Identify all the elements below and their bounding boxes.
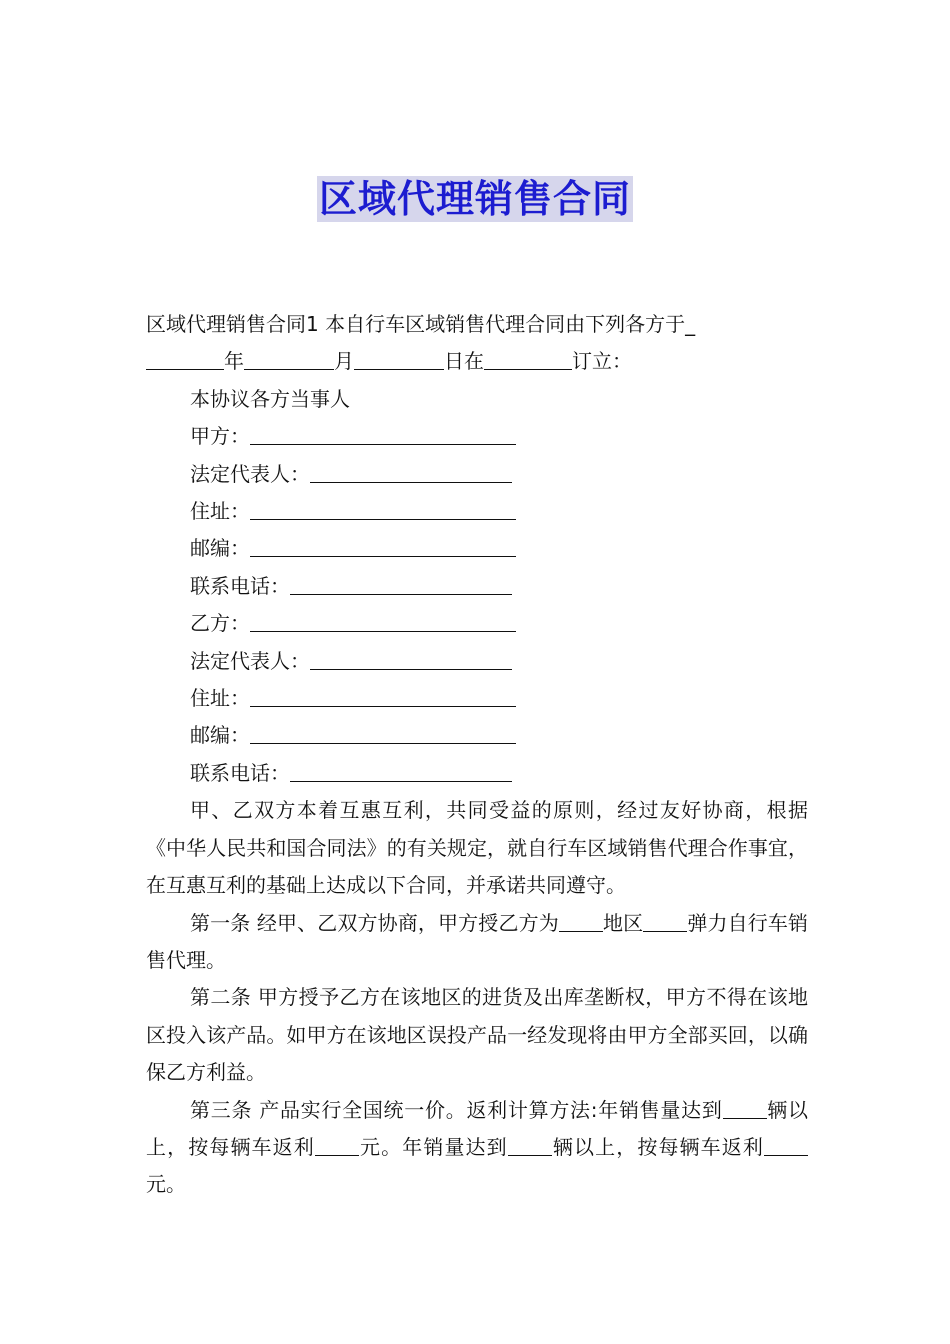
document-title: 区域代理销售合同 xyxy=(318,177,631,221)
party-b-addr-blank xyxy=(250,684,516,707)
party-b-zip-label: 邮编： xyxy=(190,723,250,748)
party-b-phone-label: 联系电话： xyxy=(190,760,290,785)
party-a-phone-blank xyxy=(290,572,512,595)
title-container xyxy=(0,176,950,222)
party-b-name-label: 乙方： xyxy=(190,611,250,636)
article-1-text-c: 弹力自行车销售代理。 xyxy=(146,910,808,972)
party-b-zip-blank xyxy=(250,721,516,744)
month-label: 月 xyxy=(334,349,354,374)
party-a-addr-row xyxy=(146,493,808,530)
article-1 xyxy=(146,905,808,980)
party-a-rep-row xyxy=(146,456,808,493)
party-a-phone-row xyxy=(146,568,808,605)
sales-target-1-blank xyxy=(723,1096,767,1119)
party-a-zip-blank xyxy=(250,534,516,557)
article-3-text-c: 元。年销量达到 xyxy=(358,1134,508,1159)
party-a-name-blank xyxy=(250,422,516,445)
brand-blank xyxy=(643,909,687,932)
party-b-phone-row xyxy=(146,755,808,792)
day-blank xyxy=(354,347,444,370)
rebate-2-blank xyxy=(764,1133,808,1156)
preamble-paragraph: 甲、乙双方本着互惠互利，共同受益的原则，经过友好协商，根据《中华人民共和国合同法》的有关规定，就自行车区域销售代理合作事宜，在互惠互利的基础上达成以下合同，并承诺共同遵守。 xyxy=(146,798,808,898)
party-b-zip-row xyxy=(146,717,808,754)
sales-target-2-blank xyxy=(508,1133,552,1156)
party-b-rep-label: 法定代表人： xyxy=(190,648,310,673)
region-blank xyxy=(559,909,603,932)
party-b-name-row xyxy=(146,605,808,642)
intro-end: 订立： xyxy=(572,349,632,374)
party-b-rep-row xyxy=(146,643,808,680)
party-a-zip-row xyxy=(146,530,808,567)
party-b-addr-label: 住址： xyxy=(190,686,250,711)
place-blank xyxy=(484,347,572,370)
party-a-zip-label: 邮编： xyxy=(190,536,250,561)
party-a-phone-label: 联系电话： xyxy=(190,573,290,598)
party-a-rep-blank xyxy=(310,460,512,483)
party-a-rep-label: 法定代表人： xyxy=(190,461,310,486)
day-label: 日在 xyxy=(444,349,484,374)
year-label: 年 xyxy=(224,349,244,374)
article-1-text-a: 第一条 经甲、乙双方协商，甲方授乙方为 xyxy=(190,910,559,935)
intro-text: 区域代理销售合同1 本自行车区域销售代理合同由下列各方于_ xyxy=(146,312,696,336)
article-3-text-b: 辆以上，按每辆车返利 xyxy=(146,1097,808,1159)
year-blank xyxy=(146,347,224,370)
intro-line-1 xyxy=(146,306,808,343)
intro-line-2 xyxy=(146,343,808,380)
party-a-addr-label: 住址： xyxy=(190,499,250,524)
month-blank xyxy=(244,347,334,370)
parties-heading: 本协议各方当事人 xyxy=(190,386,350,411)
article-3-text-a: 第三条 产品实行全国统一价。返利计算方法:年销售量达到 xyxy=(190,1097,723,1122)
article-3-text-d: 辆以上，按每辆车返利 xyxy=(551,1134,765,1159)
article-3 xyxy=(146,1092,808,1204)
party-b-addr-row xyxy=(146,680,808,717)
party-a-name-label: 甲方： xyxy=(190,424,250,449)
article-3-text-e: 元。 xyxy=(146,1172,186,1197)
contract-body xyxy=(146,306,808,1204)
rebate-1-blank xyxy=(315,1133,359,1156)
party-b-name-blank xyxy=(250,609,516,632)
article-2: 第二条 甲方授予乙方在该地区的进货及出库垄断权，甲方不得在该地区投入该产品。如甲方在该地区误投产品一经发现将由甲方全部买回，以确保乙方利益。 xyxy=(146,985,808,1085)
party-b-rep-blank xyxy=(310,647,512,670)
party-b-phone-blank xyxy=(290,759,512,782)
party-a-name-row xyxy=(146,418,808,455)
article-1-text-b: 地区 xyxy=(602,910,644,935)
party-a-addr-blank xyxy=(250,497,516,520)
